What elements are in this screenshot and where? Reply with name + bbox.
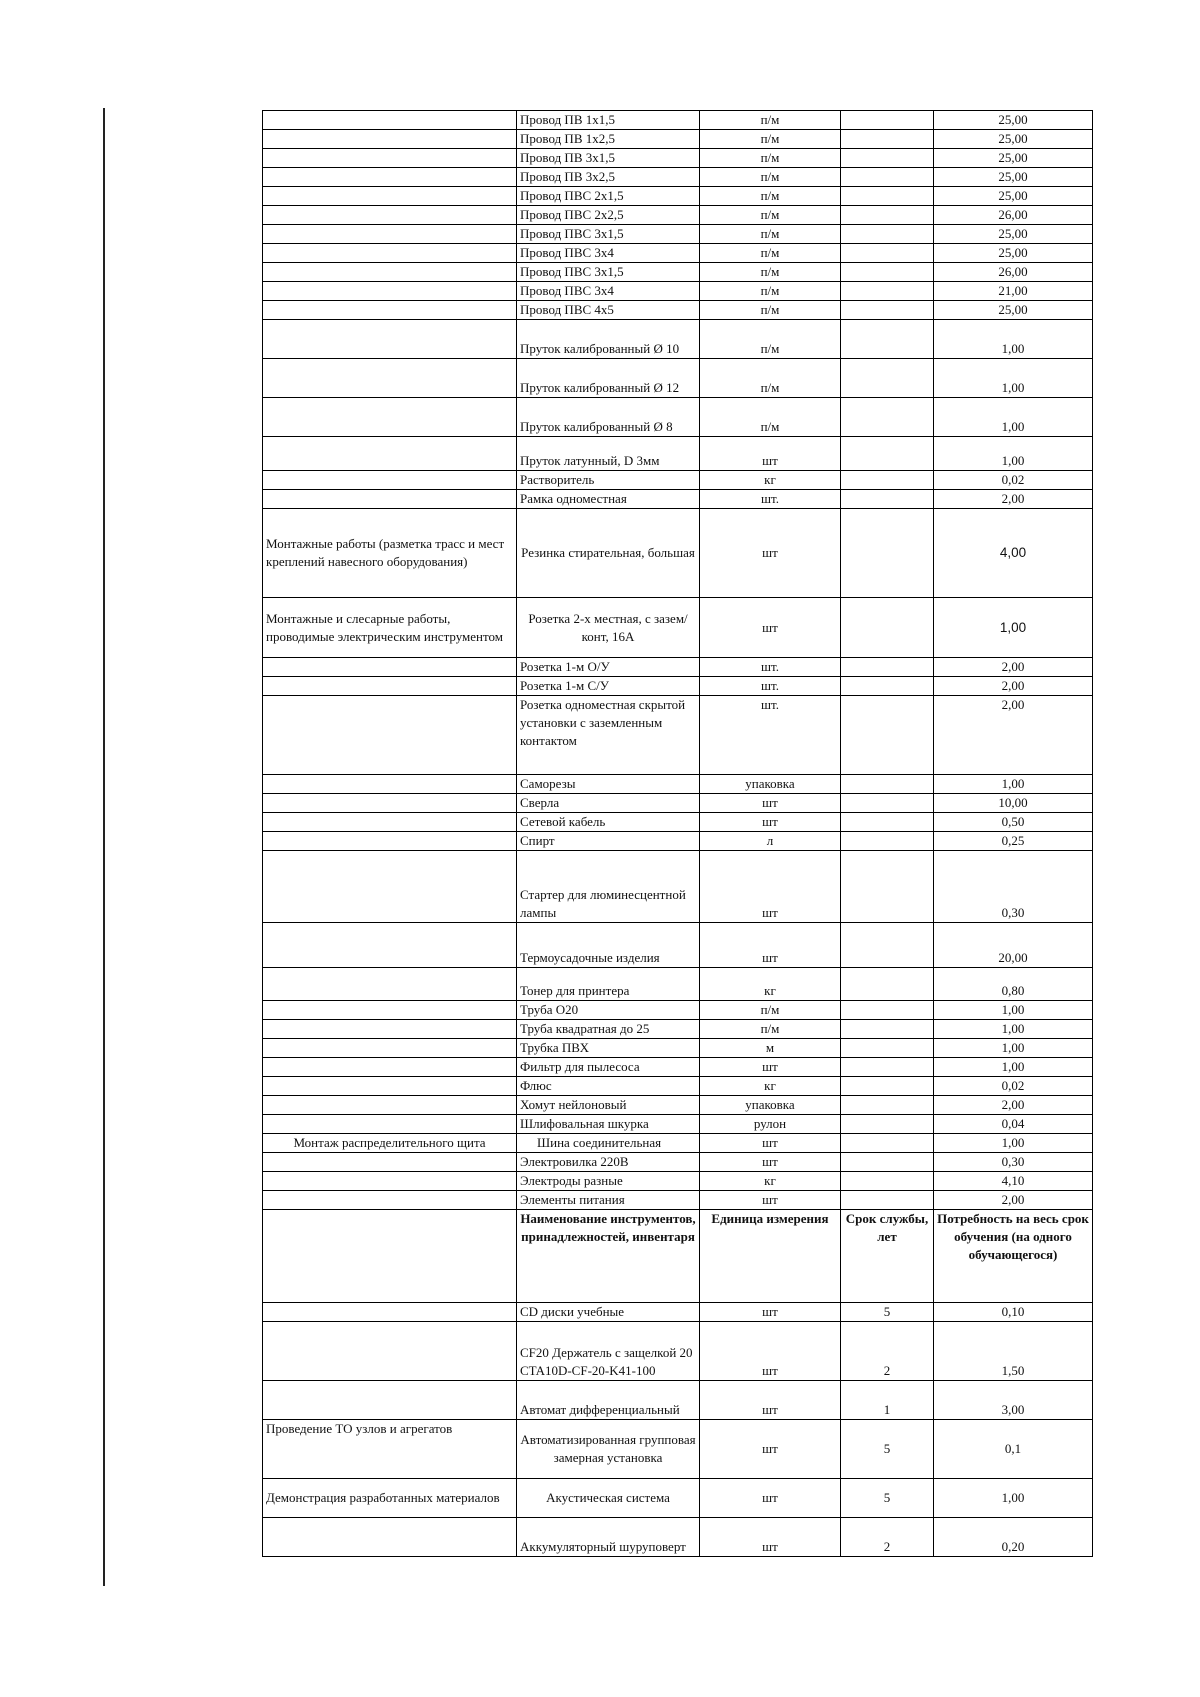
unit-cell: п/м: [700, 398, 841, 437]
service-life-cell: [841, 677, 934, 696]
quantity-cell: 0,02: [934, 1077, 1093, 1096]
item-name-cell: Провод ПВС 3х1,5: [517, 263, 700, 282]
item-name-cell: Розетка 1-м С/У: [517, 677, 700, 696]
table-row: [263, 851, 1093, 923]
unit-cell: п/м: [700, 225, 841, 244]
work-type-cell: [263, 225, 517, 244]
quantity-cell: 25,00: [934, 301, 1093, 320]
work-type-cell: [263, 1058, 517, 1077]
unit-cell: п/м: [700, 206, 841, 225]
service-life-cell: [841, 598, 934, 658]
service-life-cell: [841, 775, 934, 794]
service-life-cell: [841, 490, 934, 509]
work-type-cell: [263, 1518, 517, 1557]
work-type-cell: [263, 1210, 517, 1303]
item-name-cell: Тонер для принтера: [517, 968, 700, 1001]
item-name-cell: Провод ПВС 2х2,5: [517, 206, 700, 225]
unit-cell: п/м: [700, 320, 841, 359]
quantity-cell: 25,00: [934, 225, 1093, 244]
service-life-cell: [841, 696, 934, 775]
item-name-cell: Аккумуляторный шуруповерт: [517, 1518, 700, 1557]
quantity-cell: 2,00: [934, 677, 1093, 696]
unit-cell: шт: [700, 813, 841, 832]
item-name-cell: Провод ПВ 1х1,5: [517, 111, 700, 130]
item-name-cell: Термоусадочные изделия: [517, 923, 700, 968]
work-type-cell: [263, 658, 517, 677]
unit-cell: п/м: [700, 130, 841, 149]
item-name-cell: Пруток калиброванный Ø 10: [517, 320, 700, 359]
work-type-cell: [263, 696, 517, 775]
table-row: [263, 244, 1093, 263]
item-name-cell: Резинка стирательная, большая: [517, 509, 700, 598]
unit-cell: п/м: [700, 301, 841, 320]
item-name-cell: Хомут нейлоновый: [517, 1096, 700, 1115]
item-name-cell: Рамка одноместная: [517, 490, 700, 509]
table-row: [263, 1096, 1093, 1115]
service-life-cell: [841, 149, 934, 168]
work-type-cell: [263, 130, 517, 149]
table-row: [263, 1115, 1093, 1134]
table-header-row: [263, 1210, 1093, 1303]
table-row: [263, 794, 1093, 813]
item-name-cell: Провод ПВС 4х5: [517, 301, 700, 320]
quantity-cell: 1,00: [934, 1001, 1093, 1020]
unit-cell: упаковка: [700, 1096, 841, 1115]
work-type-cell: Монтажные и слесарные работы, проводимые электрическим инструментом: [263, 598, 517, 658]
item-name-cell: Пруток калиброванный Ø 12: [517, 359, 700, 398]
work-type-cell: [263, 437, 517, 471]
service-life-cell: [841, 1077, 934, 1096]
unit-cell: п/м: [700, 1020, 841, 1039]
item-name-cell: Труба квадратная до 25: [517, 1020, 700, 1039]
service-life-cell: [841, 794, 934, 813]
table-row: [263, 225, 1093, 244]
table-row: [263, 509, 1093, 598]
service-life-cell: [841, 301, 934, 320]
quantity-cell: 0,30: [934, 851, 1093, 923]
work-type-cell: [263, 677, 517, 696]
service-life-cell: [841, 851, 934, 923]
service-life-cell: [841, 398, 934, 437]
item-name-cell: Автоматизированная групповая замерная установка: [517, 1420, 700, 1479]
item-name-cell: Трубка ПВХ: [517, 1039, 700, 1058]
item-name-cell: Флюс: [517, 1077, 700, 1096]
service-life-cell: [841, 658, 934, 677]
service-life-cell: [841, 437, 934, 471]
table-row: [263, 320, 1093, 359]
unit-cell: шт: [700, 1134, 841, 1153]
quantity-cell: 2,00: [934, 658, 1093, 677]
quantity-cell: 2,00: [934, 490, 1093, 509]
quantity-cell: 0,1: [934, 1420, 1093, 1479]
table-row: [263, 696, 1093, 775]
item-name-cell: Провод ПВ 1х2,5: [517, 130, 700, 149]
table-row: [263, 1479, 1093, 1518]
table-row: [263, 968, 1093, 1001]
item-name-cell: Фильтр для пылесоса: [517, 1058, 700, 1077]
work-type-cell: [263, 813, 517, 832]
table-row: [263, 1077, 1093, 1096]
service-life-cell: [841, 813, 934, 832]
table-row: [263, 598, 1093, 658]
table-row: [263, 263, 1093, 282]
unit-cell: шт: [700, 1303, 841, 1322]
service-life-cell: [841, 282, 934, 301]
quantity-cell: 0,25: [934, 832, 1093, 851]
unit-cell: п/м: [700, 111, 841, 130]
work-type-cell: [263, 794, 517, 813]
item-name-cell: Провод ПВС 3х1,5: [517, 225, 700, 244]
quantity-cell: 1,00: [934, 775, 1093, 794]
service-life-cell: [841, 1096, 934, 1115]
quantity-cell: 3,00: [934, 1381, 1093, 1420]
service-life-cell: 5: [841, 1420, 934, 1479]
item-name-cell: Спирт: [517, 832, 700, 851]
work-type-cell: [263, 1191, 517, 1210]
unit-cell: шт: [700, 1381, 841, 1420]
service-life-cell: Срок службы, лет: [841, 1210, 934, 1303]
materials-table-body: [263, 111, 1093, 1557]
work-type-cell: [263, 1020, 517, 1039]
service-life-cell: [841, 1058, 934, 1077]
quantity-cell: 0,20: [934, 1518, 1093, 1557]
table-row: [263, 359, 1093, 398]
quantity-cell: 20,00: [934, 923, 1093, 968]
table-row: [263, 1172, 1093, 1191]
work-type-cell: Монтажные работы (разметка трасс и мест креплений навесного оборудования): [263, 509, 517, 598]
unit-cell: шт: [700, 794, 841, 813]
quantity-cell: 1,00: [934, 1058, 1093, 1077]
service-life-cell: [841, 1020, 934, 1039]
item-name-cell: Провод ПВС 2х1,5: [517, 187, 700, 206]
table-row: [263, 1420, 1093, 1479]
unit-cell: шт.: [700, 658, 841, 677]
item-name-cell: Провод ПВ 3х1,5: [517, 149, 700, 168]
table-row: [263, 490, 1093, 509]
quantity-cell: 0,10: [934, 1303, 1093, 1322]
table-row: [263, 471, 1093, 490]
service-life-cell: [841, 923, 934, 968]
item-name-cell: Провод ПВС 3х4: [517, 282, 700, 301]
service-life-cell: [841, 320, 934, 359]
unit-cell: шт: [700, 437, 841, 471]
item-name-cell: CD диски учебные: [517, 1303, 700, 1322]
item-name-cell: Розетка 1-м О/У: [517, 658, 700, 677]
quantity-cell: Потребность на весь срок обучения (на одного обучающегося): [934, 1210, 1093, 1303]
quantity-cell: 1,00: [934, 359, 1093, 398]
work-type-cell: [263, 359, 517, 398]
table-row: [263, 1058, 1093, 1077]
item-name-cell: Электроды разные: [517, 1172, 700, 1191]
work-type-cell: Демонстрация разработанных материалов: [263, 1479, 517, 1518]
quantity-cell: 2,00: [934, 1191, 1093, 1210]
item-name-cell: Шина соединительная: [517, 1134, 700, 1153]
unit-cell: шт: [700, 1191, 841, 1210]
work-type-cell: [263, 775, 517, 794]
quantity-cell: 1,00: [934, 1039, 1093, 1058]
unit-cell: кг: [700, 1172, 841, 1191]
service-life-cell: [841, 206, 934, 225]
quantity-cell: 25,00: [934, 168, 1093, 187]
unit-cell: л: [700, 832, 841, 851]
item-name-cell: Саморезы: [517, 775, 700, 794]
service-life-cell: [841, 263, 934, 282]
unit-cell: кг: [700, 968, 841, 1001]
item-name-cell: Провод ПВ 3х2,5: [517, 168, 700, 187]
service-life-cell: [841, 509, 934, 598]
item-name-cell: Шлифовальная шкурка: [517, 1115, 700, 1134]
work-type-cell: [263, 282, 517, 301]
unit-cell: шт.: [700, 677, 841, 696]
unit-cell: п/м: [700, 149, 841, 168]
table-row: [263, 149, 1093, 168]
table-row: [263, 677, 1093, 696]
work-type-cell: [263, 320, 517, 359]
item-name-cell: Автомат дифференциальный: [517, 1381, 700, 1420]
unit-cell: шт: [700, 1153, 841, 1172]
unit-cell: шт: [700, 509, 841, 598]
service-life-cell: [841, 1039, 934, 1058]
work-type-cell: [263, 1303, 517, 1322]
quantity-cell: 0,04: [934, 1115, 1093, 1134]
service-life-cell: [841, 1134, 934, 1153]
service-life-cell: [841, 111, 934, 130]
quantity-cell: 25,00: [934, 111, 1093, 130]
quantity-cell: 1,50: [934, 1322, 1093, 1381]
item-name-cell: Розетка 2-х местная, с зазем/конт, 16А: [517, 598, 700, 658]
work-type-cell: [263, 471, 517, 490]
unit-cell: п/м: [700, 187, 841, 206]
work-type-cell: [263, 301, 517, 320]
quantity-cell: 25,00: [934, 187, 1093, 206]
service-life-cell: [841, 244, 934, 263]
service-life-cell: 5: [841, 1303, 934, 1322]
table-row: [263, 923, 1093, 968]
unit-cell: шт: [700, 1518, 841, 1557]
work-type-cell: [263, 1172, 517, 1191]
service-life-cell: [841, 1115, 934, 1134]
quantity-cell: 25,00: [934, 244, 1093, 263]
item-name-cell: Наименование инструментов, принадлежностей, инвентаря: [517, 1210, 700, 1303]
table-row: [263, 437, 1093, 471]
work-type-cell: [263, 1153, 517, 1172]
work-type-cell: [263, 851, 517, 923]
unit-cell: шт: [700, 1322, 841, 1381]
item-name-cell: Акустическая система: [517, 1479, 700, 1518]
unit-cell: рулон: [700, 1115, 841, 1134]
unit-cell: Единица измерения: [700, 1210, 841, 1303]
left-margin-line: [103, 108, 105, 1586]
unit-cell: кг: [700, 1077, 841, 1096]
item-name-cell: Электровилка 220В: [517, 1153, 700, 1172]
item-name-cell: Пруток калиброванный Ø 8: [517, 398, 700, 437]
service-life-cell: [841, 359, 934, 398]
unit-cell: м: [700, 1039, 841, 1058]
item-name-cell: Растворитель: [517, 471, 700, 490]
table-row: [263, 658, 1093, 677]
item-name-cell: Сетевой кабель: [517, 813, 700, 832]
unit-cell: п/м: [700, 359, 841, 398]
work-type-cell: Монтаж распределительного щита: [263, 1134, 517, 1153]
table-row: [263, 832, 1093, 851]
service-life-cell: [841, 168, 934, 187]
quantity-cell: 0,30: [934, 1153, 1093, 1172]
table-row: [263, 282, 1093, 301]
table-row: [263, 111, 1093, 130]
quantity-cell: 21,00: [934, 282, 1093, 301]
unit-cell: шт: [700, 1420, 841, 1479]
service-life-cell: 5: [841, 1479, 934, 1518]
unit-cell: шт.: [700, 696, 841, 775]
service-life-cell: 2: [841, 1518, 934, 1557]
work-type-cell: [263, 1381, 517, 1420]
unit-cell: кг: [700, 471, 841, 490]
work-type-cell: [263, 244, 517, 263]
unit-cell: шт: [700, 598, 841, 658]
work-type-cell: [263, 490, 517, 509]
quantity-cell: 1,00: [934, 598, 1093, 658]
service-life-cell: [841, 832, 934, 851]
item-name-cell: Труба О20: [517, 1001, 700, 1020]
quantity-cell: 4,00: [934, 509, 1093, 598]
quantity-cell: 0,50: [934, 813, 1093, 832]
table-row: [263, 1381, 1093, 1420]
quantity-cell: 1,00: [934, 320, 1093, 359]
work-type-cell: [263, 968, 517, 1001]
work-type-cell: Проведение ТО узлов и агрегатов: [263, 1420, 517, 1479]
table-row: [263, 1518, 1093, 1557]
work-type-cell: [263, 168, 517, 187]
item-name-cell: Розетка одноместная скрытой установки с заземленным контактом: [517, 696, 700, 775]
work-type-cell: [263, 1322, 517, 1381]
work-type-cell: [263, 111, 517, 130]
service-life-cell: [841, 1172, 934, 1191]
table-row: [263, 1322, 1093, 1381]
table-row: [263, 398, 1093, 437]
quantity-cell: 25,00: [934, 149, 1093, 168]
item-name-cell: Пруток латунный, D 3мм: [517, 437, 700, 471]
table-row: [263, 1191, 1093, 1210]
service-life-cell: [841, 1191, 934, 1210]
unit-cell: п/м: [700, 168, 841, 187]
work-type-cell: [263, 1039, 517, 1058]
table-row: [263, 1020, 1093, 1039]
table-row: [263, 1001, 1093, 1020]
table-row: [263, 301, 1093, 320]
item-name-cell: Провод ПВС 3х4: [517, 244, 700, 263]
table-row: [263, 206, 1093, 225]
service-life-cell: [841, 471, 934, 490]
quantity-cell: 0,02: [934, 471, 1093, 490]
work-type-cell: [263, 923, 517, 968]
quantity-cell: 4,10: [934, 1172, 1093, 1191]
work-type-cell: [263, 206, 517, 225]
table-row: [263, 775, 1093, 794]
work-type-cell: [263, 263, 517, 282]
quantity-cell: 10,00: [934, 794, 1093, 813]
table-row: [263, 1039, 1093, 1058]
quantity-cell: 1,00: [934, 398, 1093, 437]
unit-cell: шт: [700, 851, 841, 923]
unit-cell: шт.: [700, 490, 841, 509]
service-life-cell: [841, 187, 934, 206]
service-life-cell: [841, 225, 934, 244]
table-row: [263, 1303, 1093, 1322]
item-name-cell: CF20 Держатель с защелкой 20 CTA10D-CF-20-K41-100: [517, 1322, 700, 1381]
quantity-cell: 26,00: [934, 263, 1093, 282]
table-row: [263, 813, 1093, 832]
quantity-cell: 1,00: [934, 1479, 1093, 1518]
service-life-cell: [841, 1153, 934, 1172]
work-type-cell: [263, 398, 517, 437]
unit-cell: упаковка: [700, 775, 841, 794]
work-type-cell: [263, 1115, 517, 1134]
quantity-cell: 2,00: [934, 1096, 1093, 1115]
service-life-cell: 1: [841, 1381, 934, 1420]
work-type-cell: [263, 1001, 517, 1020]
unit-cell: п/м: [700, 244, 841, 263]
item-name-cell: Элементы питания: [517, 1191, 700, 1210]
work-type-cell: [263, 1096, 517, 1115]
quantity-cell: 25,00: [934, 130, 1093, 149]
quantity-cell: 1,00: [934, 1134, 1093, 1153]
quantity-cell: 26,00: [934, 206, 1093, 225]
materials-table: [262, 110, 1093, 1557]
work-type-cell: [263, 832, 517, 851]
service-life-cell: [841, 1001, 934, 1020]
quantity-cell: 1,00: [934, 437, 1093, 471]
quantity-cell: 1,00: [934, 1020, 1093, 1039]
quantity-cell: 2,00: [934, 696, 1093, 775]
table-row: [263, 1134, 1093, 1153]
table-row: [263, 1153, 1093, 1172]
unit-cell: шт: [700, 1058, 841, 1077]
table-row: [263, 187, 1093, 206]
table-row: [263, 130, 1093, 149]
unit-cell: шт: [700, 1479, 841, 1518]
work-type-cell: [263, 149, 517, 168]
unit-cell: п/м: [700, 282, 841, 301]
unit-cell: шт: [700, 923, 841, 968]
service-life-cell: 2: [841, 1322, 934, 1381]
item-name-cell: Сверла: [517, 794, 700, 813]
service-life-cell: [841, 130, 934, 149]
quantity-cell: 0,80: [934, 968, 1093, 1001]
work-type-cell: [263, 187, 517, 206]
item-name-cell: Стартер для люминесцентной лампы: [517, 851, 700, 923]
service-life-cell: [841, 968, 934, 1001]
table-row: [263, 168, 1093, 187]
unit-cell: п/м: [700, 263, 841, 282]
work-type-cell: [263, 1077, 517, 1096]
unit-cell: п/м: [700, 1001, 841, 1020]
